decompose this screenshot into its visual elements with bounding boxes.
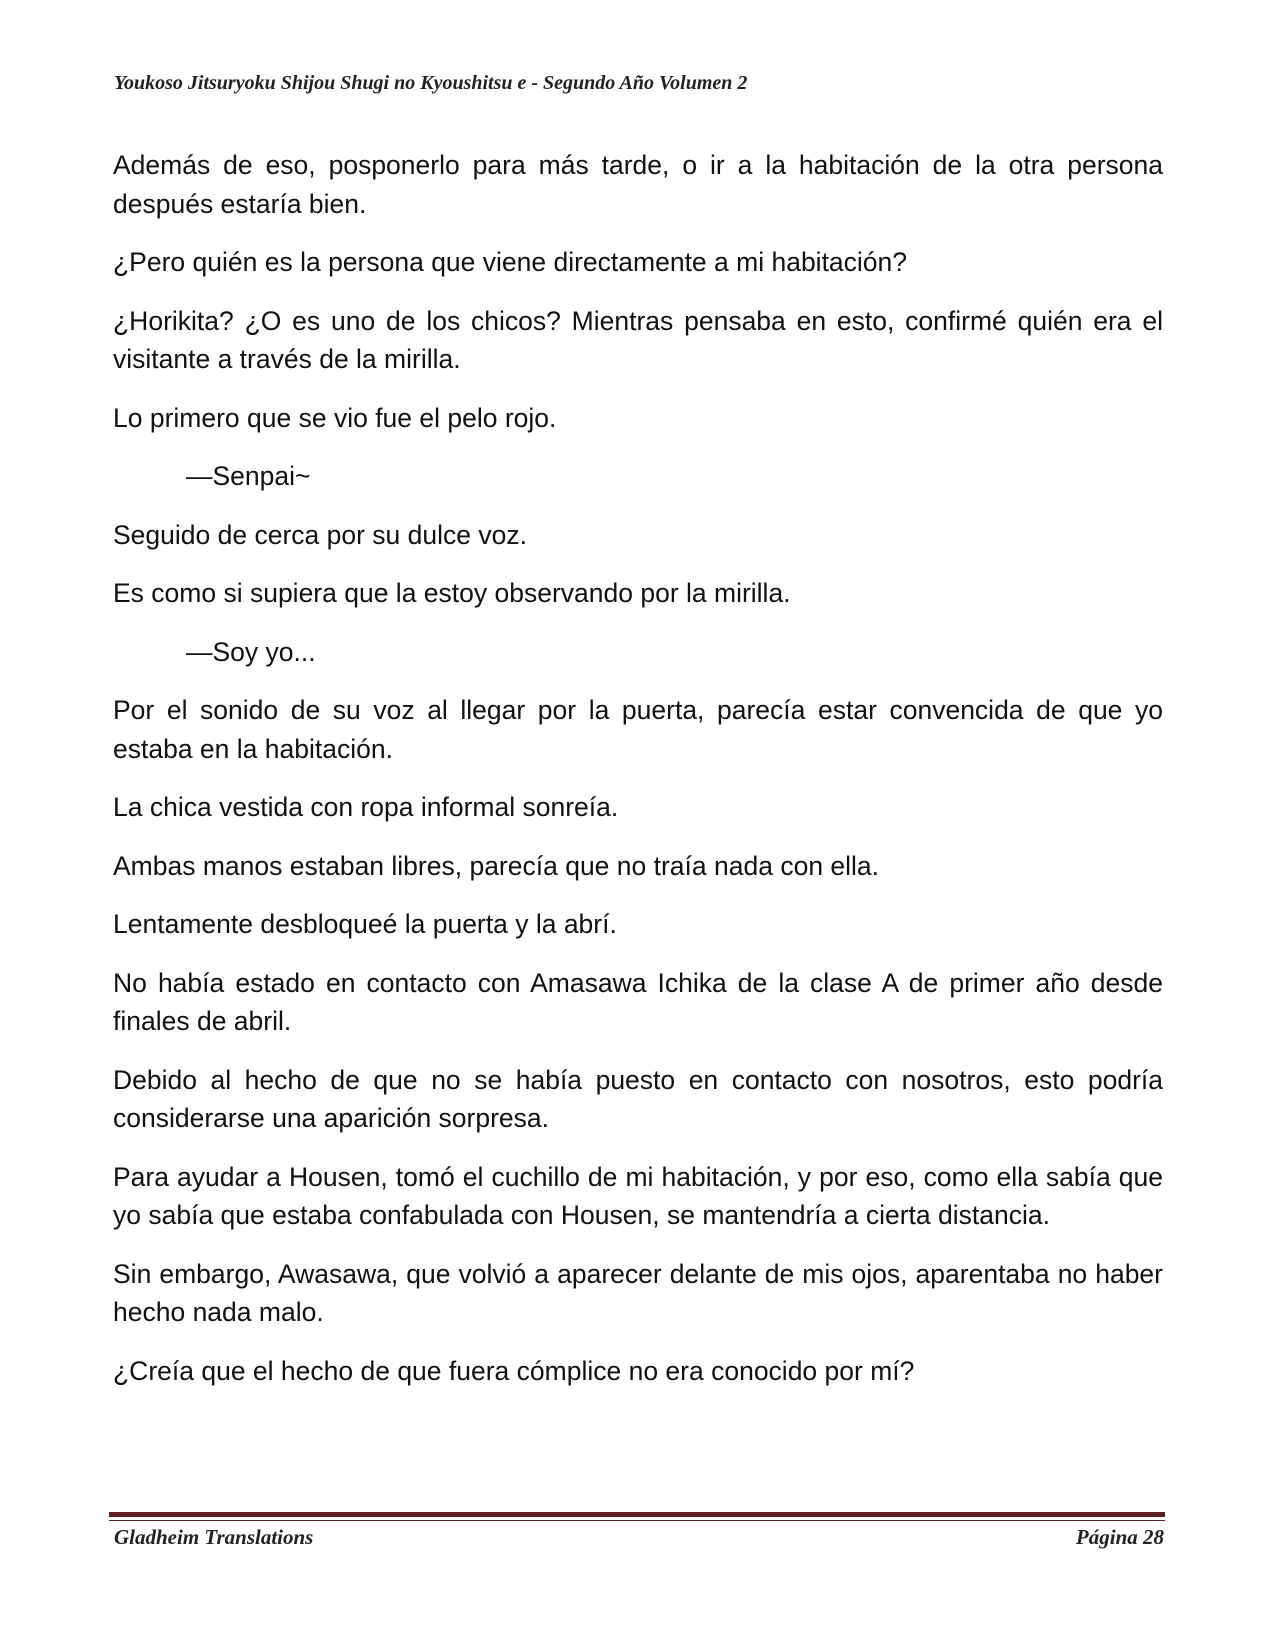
paragraph: ¿Horikita? ¿O es uno de los chicos? Mientras pensaba en esto, confirmé quién era el visitante a través de la mirilla. xyxy=(113,305,1163,374)
paragraph: Lo primero que se vio fue el pelo rojo. xyxy=(113,402,557,433)
paragraph: Es como si supiera que la estoy observando por la mirilla. xyxy=(113,578,791,608)
paragraph: Seguido de cerca por su dulce voz. xyxy=(113,519,527,550)
dialogue-line: —Senpai~ xyxy=(186,461,311,491)
paragraph: La chica vestida con ropa informal sonreía. xyxy=(113,792,619,822)
footer-translator: Gladheim Translations xyxy=(114,1525,314,1549)
paragraph: Debido al hecho de que no se había puesto en contacto con nosotros, esto podría considerarse una aparición sorpresa. xyxy=(113,1064,1163,1133)
footer-divider-thin xyxy=(109,1520,1165,1521)
page-header-title: Youkoso Jitsuryoku Shijou Shugi no Kyoushitsu e - Segundo Año Volumen 2 xyxy=(114,72,748,94)
paragraph: No había estado en contacto con Amasawa Ichika de la clase A de primer año desde finales de abril. xyxy=(113,967,1163,1036)
paragraph: Para ayudar a Housen, tomó el cuchillo de mi habitación, y por eso, como ella sabía que yo sabía que estaba confabulada con Housen, se mantendría a cierta distancia. xyxy=(113,1161,1163,1230)
footer-page-number: Página 28 xyxy=(1075,1525,1164,1549)
paragraph: Ambas manos estaban libres, parecía que no traía nada con ella. xyxy=(113,850,880,881)
paragraph: ¿Creía que el hecho de que fuera cómplice no era conocido por mí? xyxy=(113,1355,915,1386)
body-text xyxy=(113,146,1163,1410)
paragraph: Lentamente desbloqueé la puerta y la abrí. xyxy=(113,909,617,939)
footer-divider xyxy=(109,1512,1165,1517)
paragraph: Además de eso, posponerlo para más tarde, o ir a la habitación de la otra persona después estaría bien. xyxy=(113,150,1163,219)
paragraph: ¿Pero quién es la persona que viene directamente a mi habitación? xyxy=(113,247,908,277)
dialogue-line: —Soy yo... xyxy=(186,636,316,667)
paragraph: Por el sonido de su voz al llegar por la puerta, parecía estar convencida de que yo estaba en la habitación. xyxy=(113,695,1163,764)
paragraph: Sin embargo, Awasawa, que volvió a aparecer delante de mis ojos, aparentaba no haber hecho nada malo. xyxy=(113,1258,1163,1327)
